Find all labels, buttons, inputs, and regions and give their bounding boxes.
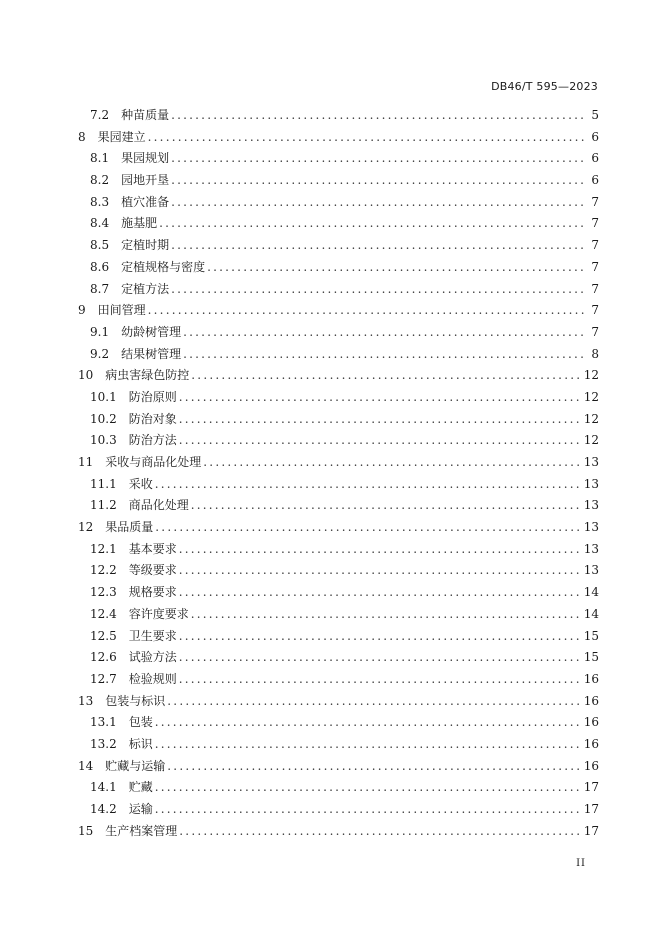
toc-entry-title: 果园建立 xyxy=(97,129,146,144)
toc-entry-title: 商品化处理 xyxy=(128,498,189,513)
toc-entry[interactable] xyxy=(78,170,599,192)
toc-entry-title: 防治原则 xyxy=(128,389,177,404)
toc-entry-page: 16 xyxy=(583,736,599,751)
toc-leader-dots xyxy=(179,539,581,561)
toc-entry-title: 贮藏 xyxy=(128,780,153,795)
toc-leader-dots xyxy=(167,691,580,713)
toc-entry[interactable] xyxy=(78,539,599,561)
toc-entry-page: 16 xyxy=(583,758,599,773)
toc-entry[interactable] xyxy=(78,799,599,821)
toc-entry-page: 14 xyxy=(583,585,599,600)
toc-entry[interactable] xyxy=(78,430,599,452)
toc-leader-dots xyxy=(171,148,584,170)
toc-entry[interactable] xyxy=(78,626,599,648)
toc-leader-dots xyxy=(179,560,581,582)
page-number: II xyxy=(576,858,586,869)
toc-entry[interactable] xyxy=(78,213,599,235)
toc-entry-number: 10.1 xyxy=(90,389,117,404)
toc-entry-number: 8.6 xyxy=(90,259,110,274)
toc-entry-page: 13 xyxy=(583,455,599,469)
toc-entry-title: 防治对象 xyxy=(128,411,177,426)
toc-entry-title: 定植方法 xyxy=(121,281,170,296)
toc-leader-dots xyxy=(155,474,581,496)
toc-entry-title: 防治方法 xyxy=(128,433,177,448)
toc-leader-dots xyxy=(179,430,581,452)
toc-entry-page: 17 xyxy=(583,823,599,838)
toc-entry-page: 6 xyxy=(591,173,599,188)
toc-entry-number: 8 xyxy=(78,129,86,144)
toc-leader-dots xyxy=(179,647,581,669)
toc-entry-number: 12.3 xyxy=(90,585,117,600)
toc-entry-page: 5 xyxy=(591,108,599,122)
toc-entry-title: 定植规格与密度 xyxy=(121,259,206,274)
toc-entry-title: 采收与商品化处理 xyxy=(105,455,202,469)
toc-leader-dots xyxy=(171,192,584,214)
toc-entry-title: 包装与标识 xyxy=(105,693,166,708)
toc-entry[interactable] xyxy=(78,127,599,149)
toc-entry-number: 8.5 xyxy=(90,238,110,253)
toc-entry[interactable] xyxy=(78,365,599,387)
toc-entry-page: 7 xyxy=(591,281,599,296)
toc-leader-dots xyxy=(179,626,581,648)
toc-entry-page: 16 xyxy=(583,715,599,730)
toc-leader-dots xyxy=(155,799,581,821)
toc-entry-number: 12.2 xyxy=(90,563,117,578)
toc-entry[interactable] xyxy=(78,409,599,431)
toc-entry-number: 14.2 xyxy=(90,802,117,816)
toc-entry-number: 8.7 xyxy=(90,281,110,296)
toc-entry-page: 17 xyxy=(583,802,599,816)
toc-entry-number: 12.1 xyxy=(90,541,117,556)
toc-leader-dots xyxy=(167,756,580,778)
toc-entry-number: 8.4 xyxy=(90,216,110,231)
toc-entry-page: 7 xyxy=(591,216,599,231)
toc-entry[interactable] xyxy=(78,821,599,843)
toc-entry-number: 11.2 xyxy=(90,498,117,513)
toc-entry-title: 规格要求 xyxy=(128,585,177,600)
toc-leader-dots xyxy=(179,669,581,691)
toc-leader-dots xyxy=(191,495,581,517)
toc-entry-number: 9.1 xyxy=(90,324,110,339)
toc-entry[interactable] xyxy=(78,344,599,366)
toc-entry-number: 8.1 xyxy=(90,151,110,166)
toc-leader-dots xyxy=(155,777,581,799)
toc-entry-page: 7 xyxy=(591,303,599,318)
toc-entry[interactable] xyxy=(78,734,599,756)
toc-entry[interactable] xyxy=(78,691,599,713)
toc-entry-title: 检验规则 xyxy=(128,671,177,686)
toc-entry[interactable] xyxy=(78,257,599,279)
toc-entry-number: 15 xyxy=(78,823,94,838)
toc-entry[interactable] xyxy=(78,777,599,799)
toc-entry-title: 结果树管理 xyxy=(121,346,182,361)
toc-entry-page: 13 xyxy=(583,520,599,535)
toc-entry-number: 12.4 xyxy=(90,606,117,621)
toc-entry-number: 14 xyxy=(78,758,94,773)
toc-entry[interactable] xyxy=(78,756,599,778)
toc-entry[interactable] xyxy=(78,279,599,301)
toc-entry-number: 12.5 xyxy=(90,628,117,643)
toc-entry-page: 16 xyxy=(583,671,599,686)
toc-leader-dots xyxy=(179,409,581,431)
toc-entry-number: 10.2 xyxy=(90,411,117,426)
toc-entry-number: 8.3 xyxy=(90,194,110,209)
toc-leader-dots xyxy=(183,344,584,366)
toc-entry-page: 7 xyxy=(591,259,599,274)
toc-entry-page: 13 xyxy=(583,563,599,578)
toc-entry[interactable] xyxy=(78,300,599,322)
toc-entry-page: 14 xyxy=(583,606,599,621)
toc-entry-page: 8 xyxy=(591,346,599,361)
toc-entry-title: 标识 xyxy=(128,736,153,751)
toc-leader-dots xyxy=(171,105,584,127)
table-of-contents xyxy=(78,105,599,842)
toc-entry-title: 植穴准备 xyxy=(121,194,170,209)
toc-entry-title: 施基肥 xyxy=(121,216,158,231)
toc-entry-title: 包装 xyxy=(128,715,153,730)
toc-entry-number: 7.2 xyxy=(90,108,110,122)
toc-leader-dots xyxy=(148,127,584,149)
toc-leader-dots xyxy=(159,213,584,235)
toc-leader-dots xyxy=(179,582,581,604)
toc-leader-dots xyxy=(155,517,580,539)
toc-entry-title: 定植时期 xyxy=(121,238,170,253)
toc-leader-dots xyxy=(179,387,581,409)
toc-entry[interactable] xyxy=(78,105,599,127)
toc-entry-page: 12 xyxy=(583,433,599,448)
toc-entry-number: 11 xyxy=(78,455,94,469)
toc-entry-title: 生产档案管理 xyxy=(105,823,178,838)
toc-leader-dots xyxy=(183,322,584,344)
toc-entry-title: 采收 xyxy=(128,476,153,491)
toc-entry-number: 8.2 xyxy=(90,173,110,188)
toc-leader-dots xyxy=(155,712,581,734)
toc-entry-page: 7 xyxy=(591,238,599,253)
toc-entry[interactable] xyxy=(78,192,599,214)
toc-entry-page: 15 xyxy=(583,650,599,665)
toc-entry[interactable] xyxy=(78,452,599,474)
toc-entry-number: 11.1 xyxy=(90,476,117,491)
toc-entry[interactable] xyxy=(78,387,599,409)
toc-entry-number: 12.6 xyxy=(90,650,117,665)
toc-entry[interactable] xyxy=(78,322,599,344)
toc-leader-dots xyxy=(191,604,581,626)
toc-entry-title: 运输 xyxy=(128,802,153,816)
toc-leader-dots xyxy=(191,365,580,387)
toc-entry-title: 幼龄树管理 xyxy=(121,324,182,339)
toc-entry-number: 13 xyxy=(78,693,94,708)
toc-entry-page: 13 xyxy=(583,476,599,491)
toc-entry-number: 14.1 xyxy=(90,780,117,795)
toc-entry-title: 卫生要求 xyxy=(128,628,177,643)
toc-entry-page: 15 xyxy=(583,628,599,643)
toc-entry-page: 13 xyxy=(583,498,599,513)
toc-entry-number: 13.2 xyxy=(90,736,117,751)
toc-leader-dots xyxy=(148,300,584,322)
toc-entry-page: 13 xyxy=(583,541,599,556)
toc-entry-title: 园地开垦 xyxy=(121,173,170,188)
toc-leader-dots xyxy=(171,170,584,192)
toc-entry-page: 12 xyxy=(583,368,599,383)
toc-leader-dots xyxy=(203,452,580,474)
toc-entry-title: 果品质量 xyxy=(105,520,154,535)
toc-entry[interactable] xyxy=(78,647,599,669)
toc-entry-title: 病虫害绿色防控 xyxy=(105,368,190,383)
toc-leader-dots xyxy=(171,235,584,257)
toc-entry-title: 试验方法 xyxy=(128,650,177,665)
toc-entry-page: 12 xyxy=(583,411,599,426)
toc-entry[interactable] xyxy=(78,560,599,582)
toc-entry-page: 12 xyxy=(583,389,599,404)
toc-leader-dots xyxy=(179,821,580,843)
toc-entry[interactable] xyxy=(78,712,599,734)
toc-entry-number: 9 xyxy=(78,303,86,318)
toc-entry-number: 12.7 xyxy=(90,671,117,686)
toc-entry-page: 7 xyxy=(591,194,599,209)
toc-leader-dots xyxy=(207,257,584,279)
toc-entry[interactable] xyxy=(78,235,599,257)
toc-entry-title: 贮藏与运输 xyxy=(105,758,166,773)
toc-entry-title: 基本要求 xyxy=(128,541,177,556)
toc-entry-title: 等级要求 xyxy=(128,563,177,578)
toc-entry-page: 6 xyxy=(591,129,599,144)
toc-entry[interactable] xyxy=(78,517,599,539)
toc-entry-page: 7 xyxy=(591,324,599,339)
toc-leader-dots xyxy=(155,734,581,756)
toc-entry-number: 12 xyxy=(78,520,94,535)
toc-entry[interactable] xyxy=(78,669,599,691)
toc-entry-title: 果园规划 xyxy=(121,151,170,166)
toc-entry-number: 10 xyxy=(78,368,94,383)
toc-entry[interactable] xyxy=(78,495,599,517)
toc-entry[interactable] xyxy=(78,582,599,604)
toc-entry-number: 13.1 xyxy=(90,715,117,730)
toc-leader-dots xyxy=(171,279,584,301)
toc-entry-title: 种苗质量 xyxy=(121,108,170,122)
toc-entry-number: 9.2 xyxy=(90,346,110,361)
toc-entry-page: 6 xyxy=(591,151,599,166)
toc-entry[interactable] xyxy=(78,474,599,496)
toc-entry-page: 17 xyxy=(583,780,599,795)
toc-entry-number: 10.3 xyxy=(90,433,117,448)
toc-entry-title: 田间管理 xyxy=(97,303,146,318)
toc-entry[interactable] xyxy=(78,604,599,626)
toc-entry[interactable] xyxy=(78,148,599,170)
document-id: DB46/T 595—2023 xyxy=(491,80,598,93)
toc-entry-title: 容许度要求 xyxy=(128,606,189,621)
toc-entry-page: 16 xyxy=(583,693,599,708)
